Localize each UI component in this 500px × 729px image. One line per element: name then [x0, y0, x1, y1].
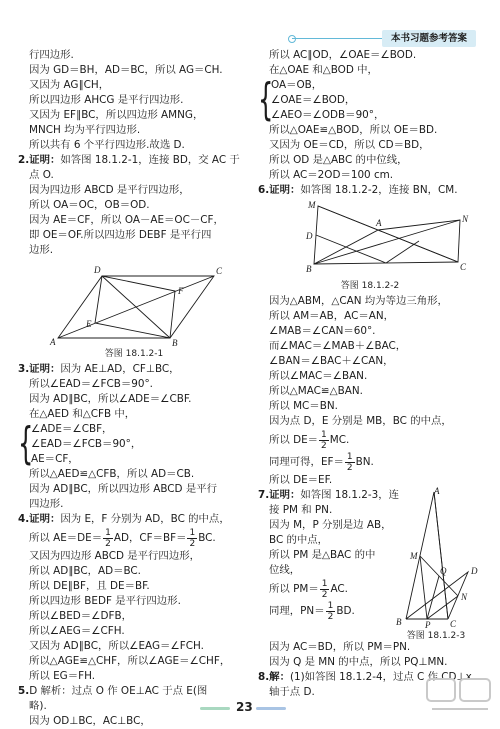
text-line: 所以 PM 是△BAC 的中	[269, 549, 376, 561]
r-b-lines	[258, 123, 482, 183]
figure-18-1-2-2	[258, 198, 482, 294]
q2-first-line: 如答图 18.1.2-1，连接 BD，交 AC 于	[60, 154, 240, 166]
text-line: ∠MAB＝∠CAN＝60°.	[269, 325, 376, 337]
text-line: 而∠MAC＝∠MAB＋∠BAC，	[269, 340, 407, 352]
figure-caption: 答图 18.1.2-3	[406, 631, 466, 641]
text-line: 所以 AD∥BC，AD＝BC.	[29, 565, 141, 577]
q5-line: 因为 OD⊥BC，AC⊥BC，	[29, 715, 151, 727]
segment-mc	[318, 206, 458, 262]
q3-head: 3.证明：	[18, 363, 61, 375]
text-line: 所以 DE∥BF，且 DE＝BF.	[29, 580, 150, 592]
point-E: E	[86, 319, 92, 329]
footer-ornament-right	[256, 707, 286, 710]
figure-18-1-2-3	[390, 486, 482, 644]
page-number: 23	[236, 700, 253, 714]
point-D: D	[94, 265, 101, 275]
fraction-half: $\frac{1}{2}$	[321, 578, 328, 600]
point-D: D	[471, 566, 478, 576]
q8-first-line: (1)如答图 18.1.2-4，过点 C 作 CD⊥x	[289, 671, 472, 683]
text-line: AE＝CF，	[31, 453, 79, 465]
text-line: 又因为四边形 ABCD 是平行四边形，	[29, 550, 200, 562]
text-line: 又因为 AG∥CH，	[29, 79, 110, 91]
text-line: OA＝OB，	[271, 79, 323, 91]
text-line: 所以△AED≌△CFB，所以 AD＝CB.	[29, 468, 195, 480]
r-q7tail-lines	[258, 640, 482, 670]
point-D: D	[306, 231, 313, 241]
q7-head: 7.证明：	[258, 489, 301, 501]
text-line: 又因为 EF∥BC，所以四边形 AMNG，	[29, 109, 204, 121]
point-M: M	[308, 200, 316, 210]
parallelogram-diagram	[18, 258, 250, 352]
diagonal-ac	[434, 492, 448, 619]
text-line: 又因为 OE＝CD，所以 CD＝BD，	[269, 139, 430, 151]
text-line: 因为 GD＝BH，AD＝BC，所以 AG＝CH.	[29, 64, 223, 76]
text-line: 所以 EG＝FH.	[29, 670, 96, 682]
text-line: 因为 M，P 分别是边 AB，	[269, 519, 392, 531]
text-line: 所以∠AEG＝∠CFH.	[29, 625, 125, 637]
fraction-half: $\frac{1}{2}$	[189, 527, 196, 549]
q6-first-line: 如答图 18.1.2-2，连接 BN，CM.	[300, 184, 458, 196]
ef-half-bn-line: 同理可得，EF＝ $\frac{1}{2}$ BN.	[269, 451, 374, 473]
figure-caption: 答图 18.1.2-2	[340, 281, 400, 291]
q4-first-line: 因为 E，F 分别为 AD，BC 的中点，	[60, 513, 230, 525]
watermark-stamp-icon	[424, 676, 494, 716]
q3-first-line: 因为 AE⊥AD，CF⊥BC，	[60, 363, 180, 375]
text-line: 所以 OD 是△ABC 的中位线，	[269, 154, 408, 166]
text-line: 所以 AC＝2OD＝100 cm.	[269, 169, 394, 181]
text-line: 在△OAE 和△BOD 中，	[269, 64, 378, 76]
text-line: 在△AED 和△CFB 中，	[29, 408, 136, 420]
text-line: 因为△ABM，△CAN 均为等边三角形，	[269, 295, 448, 307]
text-line: 边形.	[29, 244, 54, 256]
question-2	[18, 153, 250, 362]
text-line: 因为 AE＝CF，所以 OA－AE＝OC－CF，	[29, 214, 224, 226]
equilateral-triangles-diagram	[258, 198, 482, 278]
question-3	[18, 362, 250, 512]
text-line: 即 OE＝OF.所以四边形 DEBF 是平行四	[29, 229, 212, 241]
text-line: ∠ADE＝∠CBF，	[31, 423, 113, 435]
l-intro-lines	[18, 48, 250, 153]
text-line: 因为 AD∥BC，所以∠ADE＝∠CBF.	[29, 393, 192, 405]
pn-half-bd-line: 同理，PN＝ $\frac{1}{2}$ BD.	[269, 600, 355, 622]
text-line: 接 PM 和 PN.	[269, 504, 333, 516]
q8-line: 轴于点 D.	[269, 686, 315, 698]
q6-last-line: 所以 DE＝EF.	[269, 474, 333, 486]
text-line: 所以四边形 AHCG 是平行四边形.	[29, 94, 184, 106]
text-line: 所以 OA＝OC，OB＝OD.	[29, 199, 150, 211]
point-C: C	[460, 262, 467, 272]
q6-head: 6.证明：	[258, 184, 301, 196]
text-line: ∠EAD＝∠FCB＝90°，	[31, 438, 142, 450]
text-line: 所以 AM＝AB，AC＝AN，	[269, 310, 395, 322]
fraction-half: $\frac{1}{2}$	[327, 600, 334, 622]
question-6	[258, 183, 482, 488]
brace-icon: {	[258, 74, 274, 125]
point-F: F	[178, 286, 184, 296]
header-tag: 本书习题参考答案	[382, 30, 476, 47]
q4-head: 4.证明：	[18, 513, 61, 525]
condition-brace	[258, 74, 482, 125]
question-4	[18, 512, 250, 684]
fraction-half: $\frac{1}{2}$	[321, 429, 327, 451]
text-line: 因为 Q 是 MN 的中点，所以 PQ⊥MN.	[269, 656, 448, 668]
l-q3b-lines	[18, 467, 250, 512]
l-q2-lines	[18, 168, 250, 258]
r-a-lines	[258, 48, 482, 78]
r-q7-lines	[258, 503, 398, 578]
q5-head: 5.	[18, 685, 30, 697]
text-line: MNCH 均为平行四边形.	[29, 124, 141, 136]
point-N: N	[461, 592, 468, 602]
text-line: 四边形.	[29, 498, 64, 510]
q8-head: 8.解：	[258, 671, 290, 683]
point-C: C	[216, 266, 223, 276]
text-line: 又因为 AD∥BC，所以∠EAG＝∠FCH.	[29, 640, 204, 652]
point-B: B	[306, 264, 312, 274]
text-line: 所以 MC＝BN.	[269, 400, 338, 412]
text-line: 所以△OAE≌△BOD，所以 OE＝BD.	[269, 124, 438, 136]
l-q4-lines	[18, 549, 250, 684]
header-dot-icon	[288, 35, 296, 43]
text-line: 所以△MAC≌△BAN.	[269, 385, 363, 397]
footer-ornament-left	[200, 707, 230, 710]
text-line: ∠BAN＝∠BAC＋∠CAN，	[269, 355, 394, 367]
text-line: 所以共有 6 个平行四边形.故选 D.	[29, 139, 185, 151]
text-line: ∠OAE＝∠BOD，	[271, 94, 356, 106]
text-line: 所以四边形 BEDF 是平行四边形.	[29, 595, 181, 607]
q2-head: 2.证明：	[18, 154, 61, 166]
text-line: 所以∠MAC＝∠BAN.	[269, 370, 368, 382]
r-q6-lines	[258, 294, 482, 429]
point-Q: Q	[440, 566, 447, 576]
fraction-half: $\frac{1}{2}$	[346, 451, 353, 473]
point-M: M	[410, 551, 418, 561]
text-line: ∠AEO＝∠ODB＝90°，	[271, 109, 385, 121]
text-line: 位线，	[269, 564, 301, 576]
segment-pm	[420, 556, 427, 619]
r-brace-lines	[271, 78, 384, 123]
figure-18-1-2-1	[18, 258, 250, 362]
text-line: 所以 AC∥OD，∠OAE＝∠BOD.	[269, 49, 417, 61]
point-B: B	[396, 617, 402, 627]
figure-caption: 答图 18.1.2-1	[104, 349, 164, 359]
left-column	[18, 48, 250, 729]
text-line: 因为四边形 ABCD 是平行四边形，	[29, 184, 190, 196]
triangle-abm	[314, 206, 378, 264]
text-line: BC 的中点，	[269, 534, 329, 546]
text-line: 所以∠BED＝∠DFB，	[29, 610, 132, 622]
point-P: P	[425, 620, 431, 630]
segment-bn	[314, 220, 460, 264]
l-q3a-lines	[18, 377, 250, 422]
quadrilateral-midpoint-diagram	[390, 486, 482, 632]
point-B: B	[172, 338, 178, 348]
point-A: A	[376, 218, 382, 228]
q5-first-line: D 解析：过点 O 作 OE⊥AC 于点 E(图	[29, 685, 208, 697]
right-column	[258, 48, 482, 700]
text-line: 点 O.	[29, 169, 54, 181]
brace-icon: {	[18, 418, 34, 469]
pm-half-ac-line: 所以 PM＝ $\frac{1}{2}$ AC.	[269, 578, 348, 600]
question-7	[258, 488, 482, 640]
q7-first-line: 如答图 18.1.2-3，连	[300, 489, 400, 501]
diagonal-bd	[102, 276, 170, 338]
q4-midpoint-line: 所以 AE＝DE＝ $\frac{1}{2}$ AD，CF＝BF＝ $\frac{1}{2}$ BC.	[29, 527, 216, 549]
de-half-mc-line: 所以 DE＝ $\frac{1}{2}$ MC.	[269, 429, 350, 451]
condition-brace	[18, 418, 250, 469]
text-line: 因为点 D，E 分别是 MB，BC 的中点，	[269, 415, 452, 427]
text-line: 所以△AGE≌△CHF，所以∠AGE＝∠CHF，	[29, 655, 231, 667]
q5-line: 略).	[29, 700, 47, 712]
text-line: 因为 AD∥BC，所以四边形 ABCD 是平行	[29, 483, 218, 495]
point-N: N	[462, 214, 469, 224]
point-A: A	[50, 337, 56, 347]
l-q3brace-lines	[31, 422, 141, 467]
point-A: A	[434, 486, 440, 496]
point-C: C	[450, 619, 457, 629]
text-line: 因为 AC＝BD，所以 PM＝PN.	[269, 641, 411, 653]
header-rule	[292, 38, 382, 39]
text-line: 行四边形.	[29, 49, 74, 61]
text-line: 所以∠EAD＝∠FCB＝90°.	[29, 378, 153, 390]
segment-pq	[427, 576, 439, 619]
fraction-half: $\frac{1}{2}$	[105, 527, 111, 549]
